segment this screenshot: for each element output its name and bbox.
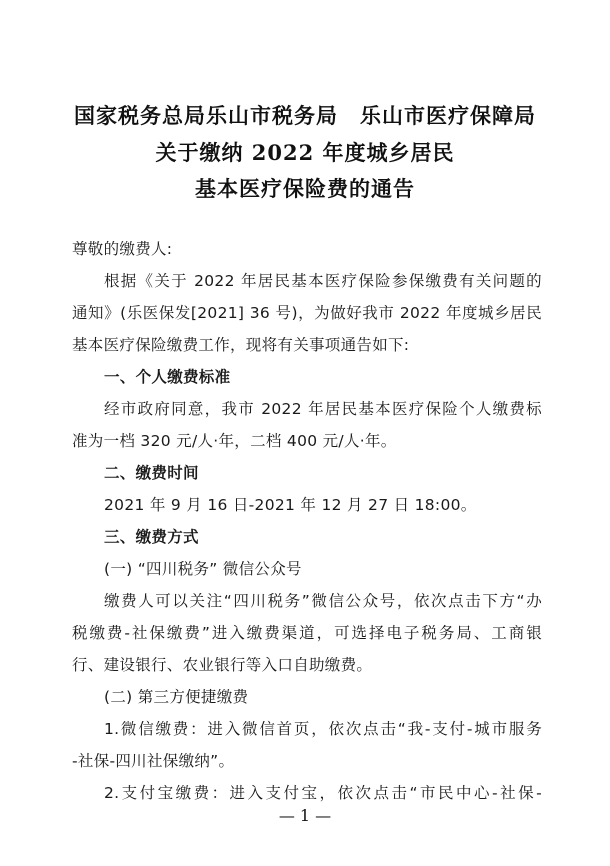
salutation: 尊敬的缴费人: xyxy=(72,240,173,258)
section-1-line-1: 经市政府同意，我市 2022 年居民基本医疗保险个人缴费标 xyxy=(104,400,542,418)
intro-line-1: 根据《关于 2022 年居民基本医疗保险参保缴费有关问题的 xyxy=(104,272,542,290)
section-3-heading: 三、缴费方式 xyxy=(104,528,199,546)
section-3-sub-2-item-2-line-1: 2.支付宝缴费：进入支付宝，依次点击“市民中心-社保- xyxy=(104,784,542,802)
page-number: — 1 — xyxy=(278,806,332,825)
section-3-sub-2-item-1-line-1: 1.微信缴费：进入微信首页，依次点击“我-支付-城市服务 xyxy=(104,720,542,738)
title-line-3: 基本医疗保险费的通告 xyxy=(195,176,415,201)
intro-line-3: 基本医疗保险缴费工作，现将有关事项通告如下: xyxy=(72,336,410,354)
intro-line-2: 通知》(乐医保发[2021] 36 号)，为做好我市 2022 年度城乡居民 xyxy=(72,304,542,322)
section-3-sub-1-heading: (一) “四川税务” 微信公众号 xyxy=(104,560,302,578)
title-line-2: 关于缴纳 2022 年度城乡居民 xyxy=(155,140,455,165)
section-1-heading: 一、个人缴费标准 xyxy=(104,368,231,386)
section-3-sub-2-heading: (二) 第三方便捷缴费 xyxy=(104,688,249,706)
title-line-1: 国家税务总局乐山市税务局 乐山市医疗保障局 xyxy=(74,103,536,128)
section-3-sub-1-line-2: 税缴费-社保缴费”进入缴费渠道，可选择电子税务局、工商银 xyxy=(72,624,542,642)
section-3-sub-1-line-3: 行、建设银行、农业银行等入口自助缴费。 xyxy=(72,656,373,674)
section-3-sub-2-item-1-line-2: -社保-四川社保缴纳”。 xyxy=(72,752,235,770)
section-2-line-1: 2021 年 9 月 16 日-2021 年 12 月 27 日 18:00。 xyxy=(104,496,477,514)
section-3-sub-1-line-1: 缴费人可以关注“四川税务”微信公众号，依次点击下方“办 xyxy=(104,592,542,610)
section-2-heading: 二、缴费时间 xyxy=(104,464,199,482)
section-1-line-2: 准为一档 320 元/人·年，二档 400 元/人·年。 xyxy=(72,432,397,450)
